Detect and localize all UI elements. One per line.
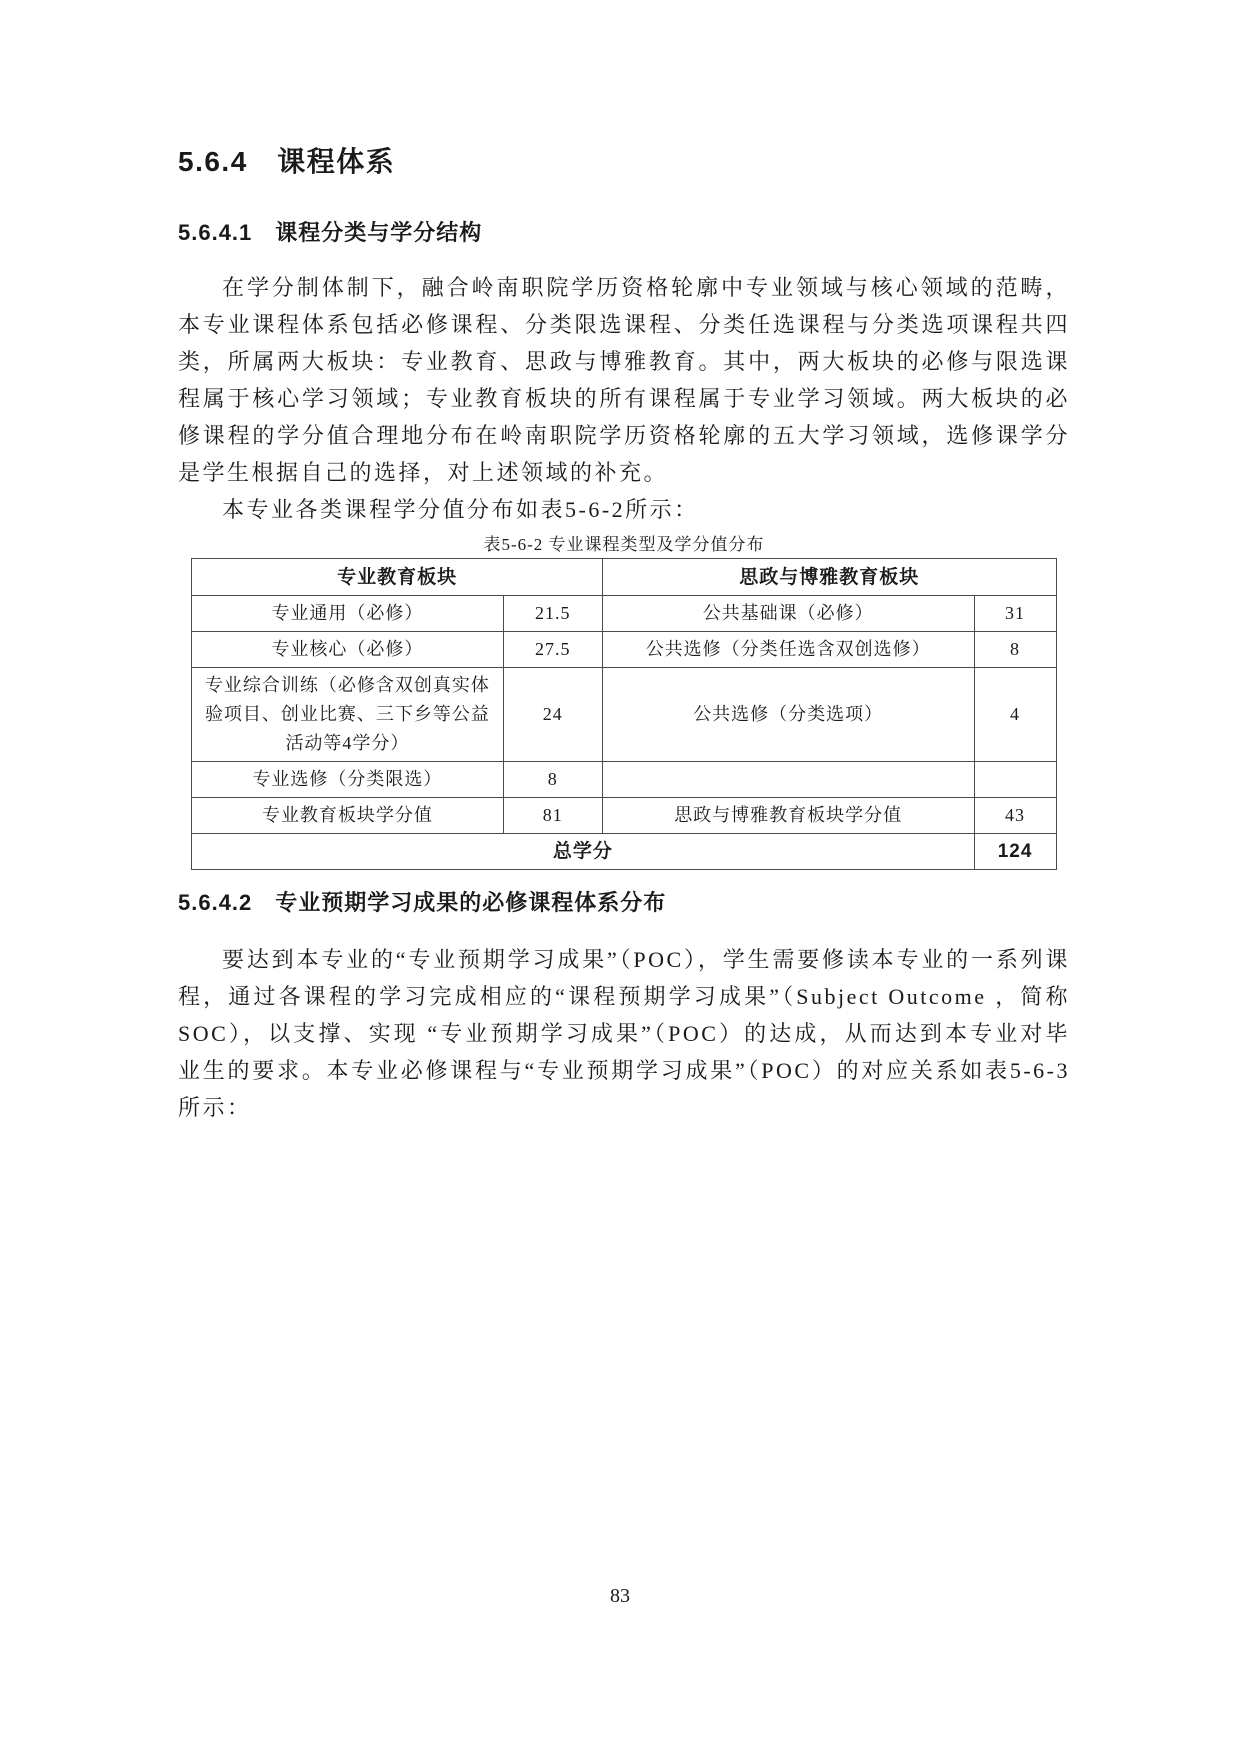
total-credits-value: 124	[974, 834, 1056, 870]
cell-course-type: 公共选修（分类选项）	[602, 668, 974, 762]
paragraph-poc-courses: 要达到本专业的“专业预期学习成果”（POC），学生需要修读本专业的一系列课程，通过各课程的学习完成相应的“课程预期学习成果”（Subject Outcome ，简称SOC），以支撑、实现 “专业预期学习成果”（POC）的达成，从而达到本专业对毕业生的要求。本专业必修课程与“专业预期学习成果”（POC）的对应关系如表5-6-3所示：	[178, 947, 1070, 1120]
cell-course-type	[602, 762, 974, 798]
cell-credit-value: 8	[974, 632, 1056, 668]
cell-credit-value: 43	[974, 798, 1056, 834]
cell-course-type: 思政与博雅教育板块学分值	[602, 798, 974, 834]
cell-course-type: 专业选修（分类限选）	[192, 762, 503, 798]
cell-course-type: 公共选修（分类任选含双创选修）	[602, 632, 974, 668]
cell-credit-value: 27.5	[503, 632, 602, 668]
table-row	[192, 798, 1056, 834]
cell-course-type: 公共基础课（必修）	[602, 596, 974, 632]
table-row	[192, 668, 1056, 762]
table-row	[192, 632, 1056, 668]
cell-credit-value: 21.5	[503, 596, 602, 632]
credit-distribution-table	[191, 558, 1056, 870]
subsection-heading-2: 5.6.4.2 专业预期学习成果的必修课程体系分布	[178, 890, 667, 915]
cell-course-type: 专业通用（必修）	[192, 596, 503, 632]
cell-credit-value: 31	[974, 596, 1056, 632]
cell-credit-value: 4	[974, 668, 1056, 762]
cell-course-type: 专业核心（必修）	[192, 632, 503, 668]
cell-course-type: 专业综合训练（必修含双创真实体验项目、创业比赛、三下乡等公益活动等4学分）	[192, 668, 503, 762]
table-caption: 表5-6-2 专业课程类型及学分值分布	[483, 535, 765, 554]
header-ideology-liberal-education: 思政与博雅教育板块	[602, 559, 1056, 596]
table-header-row	[192, 559, 1056, 596]
header-professional-education: 专业教育板块	[192, 559, 603, 596]
page-number: 83	[610, 1585, 630, 1607]
cell-credit-value: 24	[503, 668, 602, 762]
cell-course-type: 专业教育板块学分值	[192, 798, 503, 834]
total-credits-label: 总学分	[192, 834, 974, 870]
table-row	[192, 596, 1056, 632]
subsection-heading-1: 5.6.4.1 课程分类与学分结构	[178, 220, 483, 245]
paragraph-credit-system: 在学分制体制下，融合岭南职院学历资格轮廓中专业领域与核心领域的范畴，本专业课程体系包括必修课程、分类限选课程、分类任选课程与分类选项课程共四类，所属两大板块：专业教育、思政与博雅教育。其中，两大板块的必修与限选课程属于核心学习领域；专业教育板块的所有课程属于专业学习领域。两大板块的必修课程的学分值合理地分布在岭南职院学历资格轮廓的五大学习领域，选修课学分是学生根据自己的选择，对上述领域的补充。	[178, 275, 1070, 485]
section-heading: 5.6.4 课程体系	[178, 146, 396, 177]
paragraph-table-intro: 本专业各类课程学分值分布如表5-6-2所示：	[222, 497, 699, 522]
cell-credit-value: 81	[503, 798, 602, 834]
table-total-row	[192, 834, 1056, 870]
cell-credit-value	[974, 762, 1056, 798]
cell-credit-value: 8	[503, 762, 602, 798]
table-row	[192, 762, 1056, 798]
